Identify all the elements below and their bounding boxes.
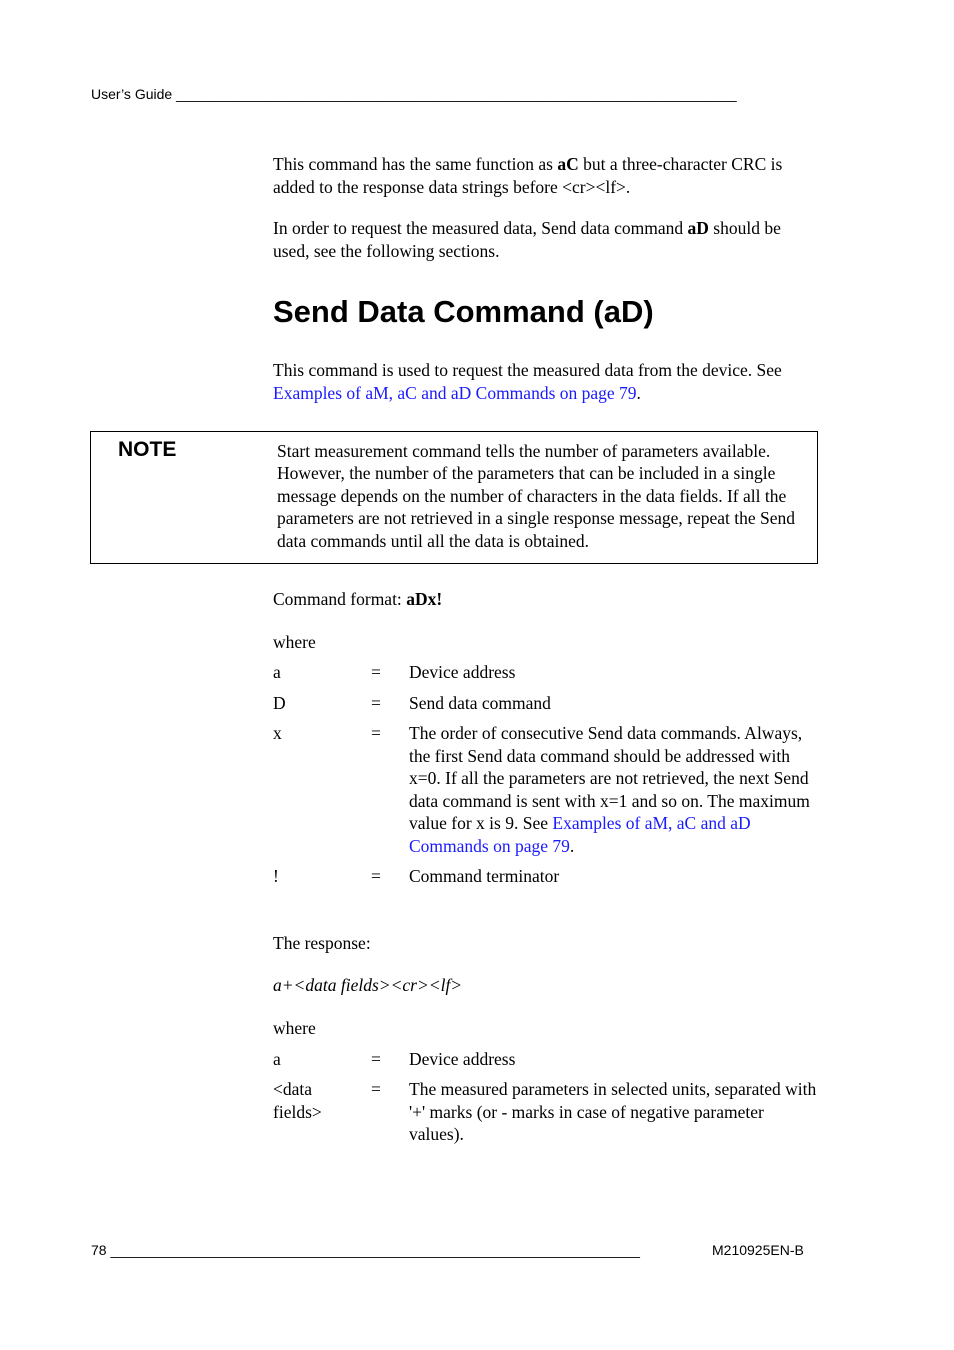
intro-p1-text: This command has the same function as — [273, 154, 558, 174]
intro-paragraph-1 — [273, 153, 818, 198]
page-header — [91, 86, 811, 102]
response-eq-data-fields: = — [371, 1079, 381, 1099]
header-title: User’s Guide — [91, 86, 173, 102]
command-term-a: a — [273, 662, 281, 682]
command-def-x-end: . — [569, 835, 575, 856]
section-p1-text: This command is used to request the measured data from the device. See — [273, 360, 782, 380]
response-term-a: a — [273, 1049, 281, 1069]
command-def-a: Device address — [409, 662, 516, 682]
response-def-a: Device address — [409, 1049, 516, 1069]
note-label: NOTE — [118, 438, 177, 461]
command-term-bang: ! — [273, 866, 279, 886]
response-def-data-fields: The measured parameters in selected units, separated with '+' marks (or - marks in case of negative parameter values). — [409, 1079, 817, 1145]
response-term-data-fields: <data fields> — [273, 1079, 322, 1122]
examples-link-2[interactable]: Examples of aM, aC and aD Commands on page 79 — [409, 813, 751, 856]
command-term-d: D — [273, 693, 286, 713]
response-format: a+<data fields><cr><lf> — [273, 975, 463, 995]
section-paragraph — [273, 359, 818, 404]
command-def-x — [409, 722, 819, 858]
command-format-label: Command format: — [273, 589, 407, 609]
doc-code: M210925EN-B — [712, 1242, 804, 1258]
intro-p1-text-end: but a three-character CRC is added to the response data strings before <cr><lf>. — [273, 154, 783, 197]
command-term-x: x — [273, 723, 282, 743]
section-heading: Send Data Command (aD) — [273, 294, 654, 329]
command-eq-bang: = — [371, 866, 381, 886]
response-label: The response: — [273, 933, 371, 953]
header-rule: ________________________________________________________________________ — [176, 86, 737, 102]
command-format — [273, 588, 818, 611]
footer-rule: ____________________________________________________________________ — [110, 1242, 640, 1258]
command-def-d: Send data command — [409, 693, 551, 713]
examples-link-1[interactable]: Examples of aM, aC and aD Commands on page 79 — [273, 382, 637, 403]
intro-paragraph-2 — [273, 217, 818, 262]
command-eq-x: = — [371, 723, 381, 743]
intro-p2-bold: aD — [687, 218, 709, 238]
command-eq-a: = — [371, 662, 381, 682]
response-eq-a: = — [371, 1049, 381, 1069]
command-where: where — [273, 632, 316, 652]
intro-p1-bold: aC — [557, 154, 579, 174]
intro-p2-text: In order to request the measured data, Send data command — [273, 218, 688, 238]
command-eq-d: = — [371, 693, 381, 713]
page-footer — [91, 1242, 706, 1258]
note-text: Start measurement command tells the number of parameters available. However, the number of the parameters that can be included in a single message depends on the number of characters in the data fields. If all the parameters are not retrieved in a single response message, repeat the Send data commands until all the data is obtained. — [277, 441, 795, 551]
response-where: where — [273, 1018, 316, 1038]
intro-p2-text-end: should be used, see the following sections. — [273, 218, 781, 261]
command-def-bang: Command terminator — [409, 866, 560, 886]
section-p1-end: . — [636, 382, 641, 403]
command-format-value: aDx! — [406, 589, 443, 609]
command-def-x-text: The order of consecutive Send data commands. Always, the first Send data command should be addressed with x=0. If all the parameters are not retrieved, the next Send data command is sent with x=1 and so on. The maximum value for x is 9. See — [409, 723, 810, 834]
page-number: 78 — [91, 1242, 107, 1258]
